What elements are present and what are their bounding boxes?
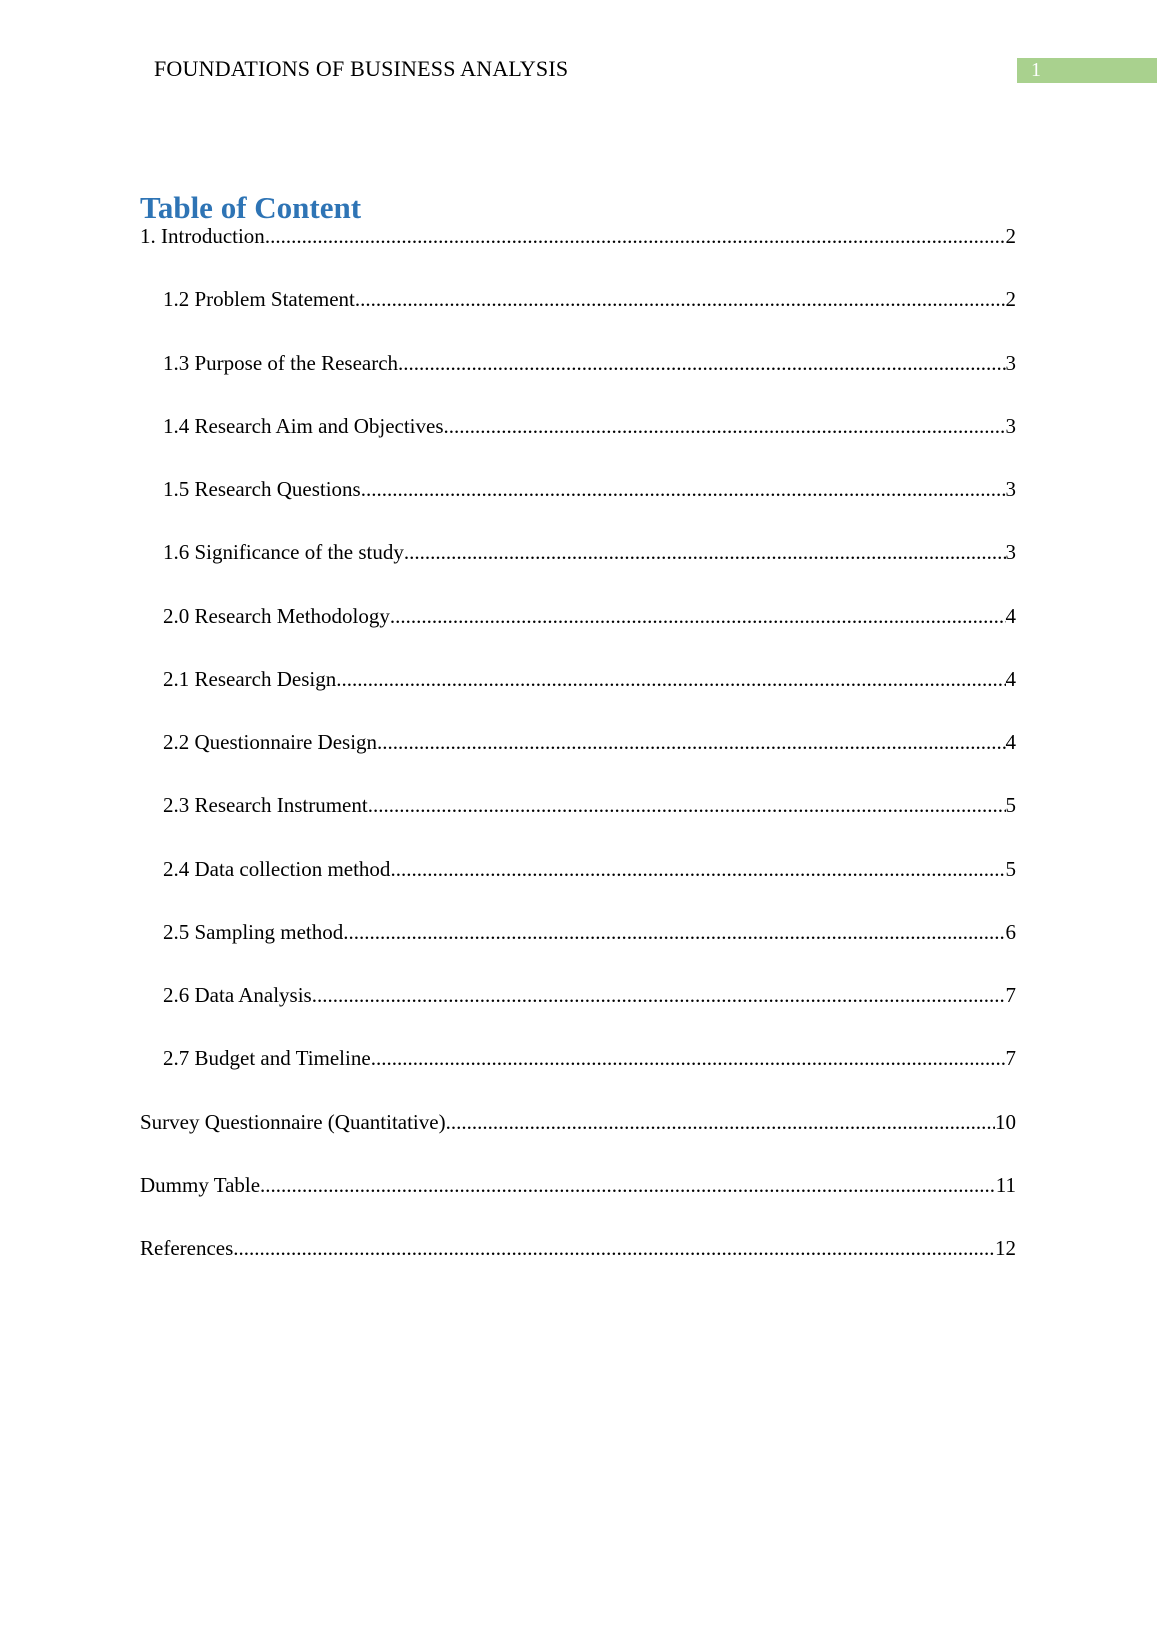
toc-entry[interactable] <box>140 222 1016 250</box>
toc-entry-page-number: 12 <box>995 1236 1016 1260</box>
toc-entry-page-number: 4 <box>1005 730 1016 754</box>
toc-entry-page-number: 3 <box>1005 477 1016 501</box>
toc-entry[interactable] <box>163 602 1016 630</box>
toc-dot-leader <box>368 791 1006 819</box>
toc-entry-page-number: 7 <box>1005 1046 1016 1070</box>
toc-entry-page-number: 10 <box>995 1110 1016 1134</box>
toc-entry-page-number: 3 <box>1005 351 1016 375</box>
toc-entry-page-number: 7 <box>1005 983 1016 1007</box>
toc-entry-label: 1.2 Problem Statement <box>163 287 355 311</box>
toc-entry[interactable] <box>140 1171 1016 1199</box>
toc-entry-label: 2.2 Questionnaire Design <box>163 730 378 754</box>
toc-entry-page-number: 2 <box>1005 224 1016 248</box>
toc-entry-label: 1.6 Significance of the study <box>163 540 404 564</box>
toc-entry-label: Dummy Table <box>140 1173 261 1197</box>
toc-entry[interactable] <box>163 285 1016 313</box>
toc-entry[interactable] <box>163 981 1016 1009</box>
toc-entry-page-number: 5 <box>1005 793 1016 817</box>
toc-dot-leader <box>361 475 1006 503</box>
toc-dot-leader <box>312 981 1006 1009</box>
toc-dot-leader <box>355 285 1006 313</box>
toc-dot-leader <box>446 1108 995 1136</box>
toc-dot-leader <box>233 1234 995 1262</box>
toc-entry[interactable] <box>140 1234 1016 1262</box>
toc-dot-leader <box>444 412 1006 440</box>
toc-entry-label: Survey Questionnaire (Quantitative) <box>140 1110 446 1134</box>
toc-entry-page-number: 3 <box>1005 540 1016 564</box>
page-number-badge: 1 <box>1017 58 1157 83</box>
toc-dot-leader <box>371 1044 1006 1072</box>
toc-dot-leader <box>343 918 1005 946</box>
toc-entry-label: 2.3 Research Instrument <box>163 793 368 817</box>
toc-entry-label: 1.3 Purpose of the Research <box>163 351 399 375</box>
toc-dot-leader <box>390 602 1006 630</box>
toc-entry-page-number: 4 <box>1005 667 1016 691</box>
toc-entry[interactable] <box>163 475 1016 503</box>
toc-entry[interactable] <box>163 538 1016 566</box>
toc-entry[interactable] <box>163 855 1016 883</box>
toc-entry[interactable] <box>163 412 1016 440</box>
toc-entry-page-number: 5 <box>1005 857 1016 881</box>
toc-entry-page-number: 6 <box>1005 920 1016 944</box>
toc-dot-leader <box>265 222 1006 250</box>
toc-entry-label: 1.4 Research Aim and Objectives <box>163 414 444 438</box>
toc-entry[interactable] <box>163 665 1016 693</box>
toc-entry-label: 2.7 Budget and Timeline <box>163 1046 371 1070</box>
toc-entry[interactable] <box>163 918 1016 946</box>
toc-dot-leader <box>404 538 1006 566</box>
toc-entry-label: 1.5 Research Questions <box>163 477 361 501</box>
toc-entry[interactable] <box>163 349 1016 377</box>
toc-heading: Table of Content <box>140 190 362 225</box>
toc-entry-page-number: 4 <box>1005 604 1016 628</box>
toc-entry-page-number: 11 <box>995 1173 1016 1197</box>
toc-entry[interactable] <box>163 728 1016 756</box>
toc-entry-page-number: 2 <box>1005 287 1016 311</box>
toc-entry-page-number: 3 <box>1005 414 1016 438</box>
toc-dot-leader <box>398 349 1005 377</box>
running-header-title: FOUNDATIONS OF BUSINESS ANALYSIS <box>154 56 569 81</box>
toc-entry-label: 2.5 Sampling method <box>163 920 344 944</box>
toc-entry[interactable] <box>163 1044 1016 1072</box>
toc-entry-label: 1. Introduction <box>140 224 265 248</box>
toc-dot-leader <box>377 728 1005 756</box>
toc-dot-leader <box>390 855 1005 883</box>
toc-entry-label: 2.6 Data Analysis <box>163 983 312 1007</box>
toc-entry-label: 2.0 Research Methodology <box>163 604 390 628</box>
toc-entry-label: References <box>140 1236 234 1260</box>
toc-entry-label: 2.1 Research Design <box>163 667 337 691</box>
toc-entry[interactable] <box>140 1108 1016 1136</box>
toc-dot-leader <box>260 1171 996 1199</box>
toc-entry[interactable] <box>163 791 1016 819</box>
toc-dot-leader <box>336 665 1005 693</box>
toc-entry-label: 2.4 Data collection method <box>163 857 391 881</box>
